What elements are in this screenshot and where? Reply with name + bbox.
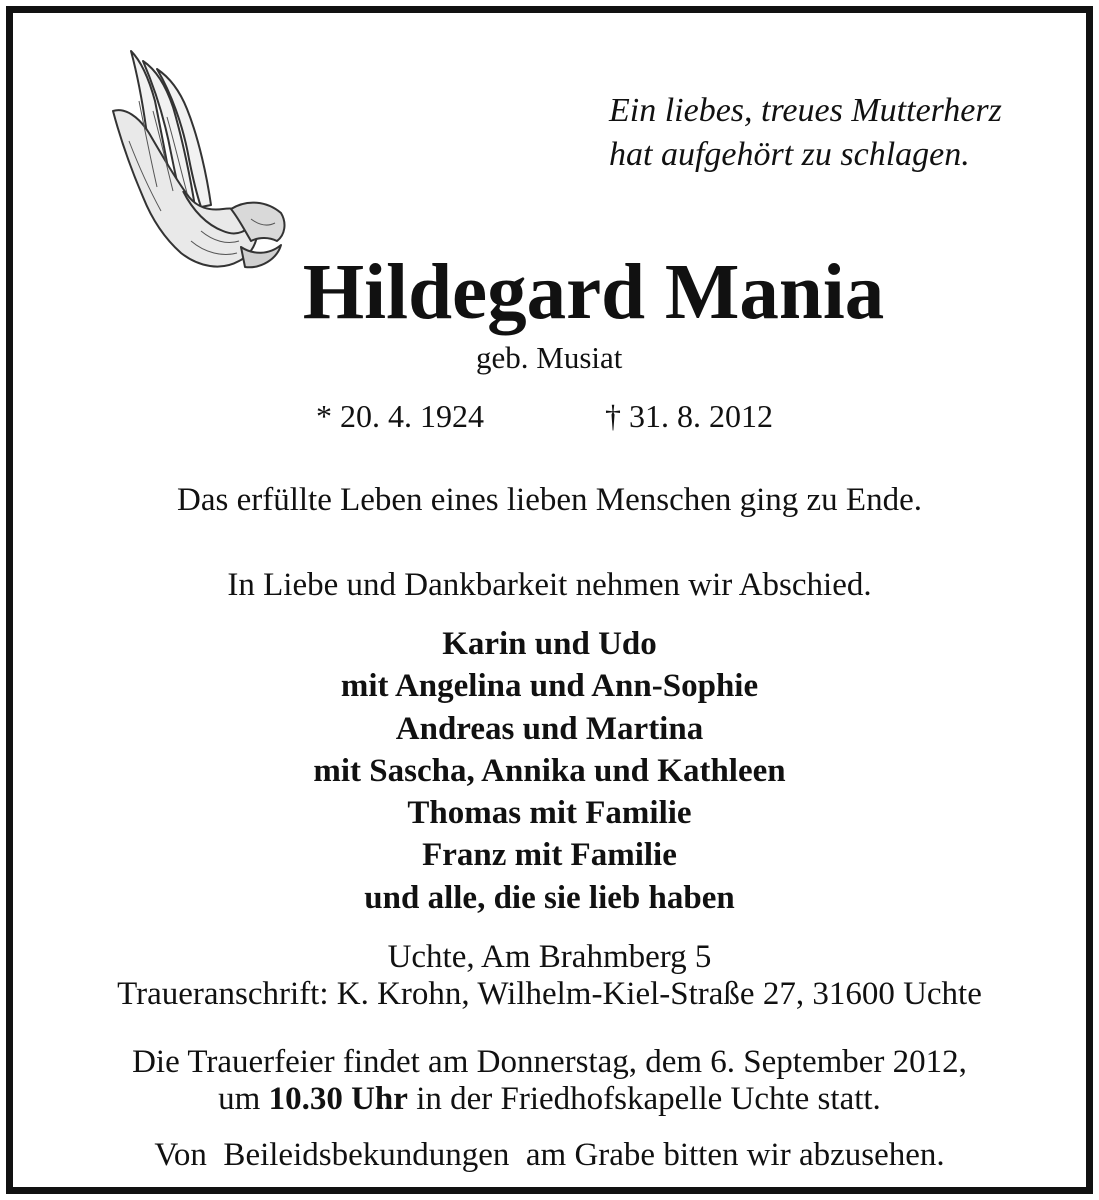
ceremony-time: 10.30 Uhr bbox=[268, 1081, 408, 1117]
address-block bbox=[13, 939, 1086, 1013]
family-member-line: mit Sascha, Annika und Kathleen bbox=[313, 752, 786, 789]
maiden-name: geb. Musiat bbox=[476, 340, 623, 375]
mourning-address-line: Traueranschrift: K. Krohn, Wilhelm-Kiel-Straße 27, 31600 Uchte bbox=[117, 976, 982, 1012]
family-member-line: Thomas mit Familie bbox=[407, 795, 692, 832]
ceremony-prefix: um bbox=[218, 1081, 269, 1117]
obituary-frame bbox=[6, 6, 1093, 1194]
deceased-name: Hildegard Mania bbox=[302, 249, 885, 336]
ceremony-line-2 bbox=[13, 1081, 1086, 1118]
ceremony-block bbox=[13, 1044, 1086, 1118]
family-member-line: Karin und Udo bbox=[442, 626, 657, 662]
motto bbox=[609, 89, 1002, 177]
farewell-line: In Liebe und Dankbarkeit nehmen wir Abschied. bbox=[227, 567, 872, 603]
ceremony-suffix: in der Friedhofskapelle Uchte statt. bbox=[407, 1081, 881, 1117]
motto-line-1: Ein liebes, treues Mutterherz bbox=[609, 92, 1002, 129]
birth-date: * 20. 4. 1924 bbox=[316, 398, 484, 434]
motto-line-2: hat aufgehört zu schlagen. bbox=[609, 136, 970, 173]
life-line: Das erfüllte Leben eines lieben Menschen ging zu Ende. bbox=[177, 482, 922, 518]
residence-line: Uchte, Am Brahmberg 5 bbox=[387, 939, 712, 975]
closing-line: Von Beileidsbekundungen am Grabe bitten wir abzusehen. bbox=[154, 1137, 945, 1173]
family-member-line: und alle, die sie lieb haben bbox=[364, 879, 735, 916]
family-member-line: Andreas und Martina bbox=[395, 710, 704, 747]
family-member-line: mit Angelina und Ann-Sophie bbox=[340, 668, 759, 705]
family-member-line: Franz mit Familie bbox=[422, 837, 677, 874]
ceremony-line-1: Die Trauerfeier findet am Donnerstag, dem 6. September 2012, bbox=[132, 1044, 967, 1080]
death-date: † 31. 8. 2012 bbox=[605, 398, 773, 434]
family-list bbox=[13, 623, 1086, 919]
